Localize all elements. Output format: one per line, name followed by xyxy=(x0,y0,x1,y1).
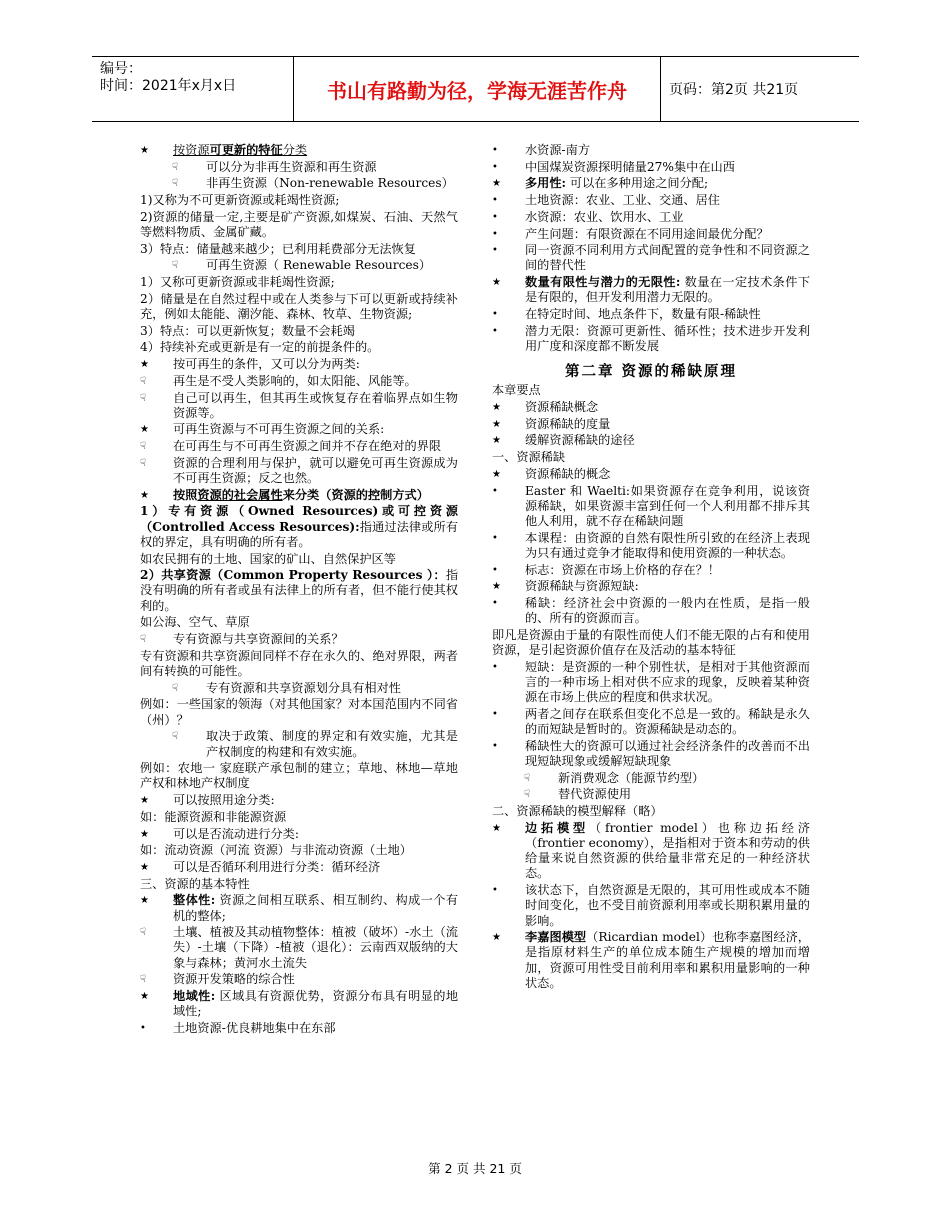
bullet-item xyxy=(492,160,810,175)
dot-bullet-icon: • xyxy=(492,708,498,720)
bullet-item xyxy=(492,707,810,737)
text-run: 可以是否循环利用进行分类：循环经济 xyxy=(173,859,381,874)
text-run: 第二章 资源的稀缺原理 xyxy=(564,363,738,381)
star-bullet-icon: ★ xyxy=(492,402,501,414)
bullet-item xyxy=(492,467,810,482)
pointing-hand-icon: ☟ xyxy=(172,682,179,694)
text-run: 资源稀缺与资源短缺: xyxy=(525,579,639,594)
text-run: 可以分为非再生资源和再生资源 xyxy=(206,159,377,174)
star-bullet-icon: ★ xyxy=(492,468,501,480)
paragraph xyxy=(140,193,458,208)
header-meta xyxy=(92,57,294,121)
pointing-hand-icon: ☟ xyxy=(172,731,179,743)
text-run: 整体性: xyxy=(173,893,216,908)
text-run: 本课程：由资源的自然有限性所引致的在经济上表现为只有通过竞争才能取得和使用资源的一种状态。 xyxy=(525,530,810,560)
text-run: 李嘉图模型 xyxy=(525,930,587,945)
text-run: 1)又称为不可更新资源或耗竭性资源; xyxy=(140,193,340,208)
star-bullet-icon: ★ xyxy=(492,418,501,430)
bullet-item xyxy=(492,275,810,305)
text-run: 可以是否流动进行分类: xyxy=(173,826,299,841)
bullet-item xyxy=(492,821,810,882)
text-run: 如：流动资源（河流 资源）与非流动资源（土地） xyxy=(140,843,412,858)
text-run: Easter 和 Waelti:如果资源存在竞争利用，说该资源稀缺，如果资源丰富到任何一个人利用都不排斥其他人利用，就不存在稀缺问题 xyxy=(525,483,810,528)
text-run: 两者之间存在联系但变化不总是一致的。稀缺是永久的而短缺是暂时的。资源稀缺是动态的。 xyxy=(525,706,810,737)
bullet-item xyxy=(140,925,458,971)
bullet-item xyxy=(492,227,810,242)
bullet-item xyxy=(140,893,458,923)
text-run: 在可再生与不可再生资源之间并不存在绝对的界限 xyxy=(173,439,442,454)
sub-bullet-item xyxy=(140,176,458,191)
text-run: 稀缺：经济社会中资源的一般内在性质，是指一般的、所有的资源而言。 xyxy=(525,595,810,626)
bullet-item xyxy=(492,930,810,991)
text-run: 专有资源与共享资源间的关系？ xyxy=(173,632,344,647)
bullet-item xyxy=(492,307,810,322)
pointing-hand-icon: ☟ xyxy=(524,772,531,784)
header-page-info: 页码：第2页 共21页 xyxy=(669,82,799,98)
star-bullet-icon: ★ xyxy=(492,581,501,593)
dot-bullet-icon: • xyxy=(492,195,498,207)
star-bullet-icon: ★ xyxy=(492,435,501,447)
text-run: 如：能源资源和非能源资源 xyxy=(140,809,287,824)
pointing-hand-icon: ☟ xyxy=(172,178,179,190)
paragraph xyxy=(140,210,458,240)
paragraph xyxy=(140,292,458,322)
dot-bullet-icon: • xyxy=(492,309,498,321)
text-run: 资源的合理利用与保护，就可以避免可再生资源成为不可再生资源；反之也然。 xyxy=(173,455,458,486)
bullet-item xyxy=(140,860,458,875)
text-run: 一、资源稀缺 xyxy=(492,450,566,465)
paragraph xyxy=(140,843,458,858)
star-bullet-icon: ★ xyxy=(140,861,149,873)
chapter-heading xyxy=(492,364,810,379)
dot-bullet-icon: • xyxy=(492,532,498,544)
bullet-item xyxy=(140,972,458,987)
text-run: 水资源-南方 xyxy=(525,143,591,157)
star-bullet-icon: ★ xyxy=(492,932,501,944)
header-number: 编号： xyxy=(100,61,142,77)
paragraph xyxy=(140,275,458,290)
text-run: 3）特点：可以更新恢复；数量不会耗竭 xyxy=(140,323,355,338)
dot-bullet-icon: • xyxy=(492,211,498,223)
text-run: 短缺：是资源的一种个别性状，是相对于其他资源而言的一种市场上相对供不应求的现象，反映着某种资源在市场上供应的程度和供求状况。 xyxy=(525,659,810,705)
text-run: 多用性: xyxy=(525,176,567,191)
text-run: 数量在一定技术条件下是有限的，但开发利用潜力无限的。 xyxy=(525,275,811,305)
dot-bullet-icon: • xyxy=(492,885,498,897)
text-run: 来分类（资源的控制方式） xyxy=(282,487,429,502)
star-bullet-icon: ★ xyxy=(492,822,501,834)
paragraph xyxy=(140,649,458,679)
text-run: 同一资源不同利用方式间配置的竞争性和不同资源之间的替代性 xyxy=(525,243,810,273)
text-run: 如农民拥有的土地、国家的矿山、自然保护区等 xyxy=(140,551,396,566)
paragraph xyxy=(492,804,810,819)
text-run: 3）特点：储量越来越少；已利用耗费部分无法恢复 xyxy=(140,241,416,256)
dot-bullet-icon: • xyxy=(492,740,498,752)
pointing-hand-icon: ☟ xyxy=(172,161,179,173)
text-run: 地域性: xyxy=(173,989,216,1004)
bullet-item xyxy=(140,827,458,842)
text-run: 土地资源：农业、工业、交通、居住 xyxy=(525,193,720,208)
text-run: 按可再生的条件，又可以分为两类: xyxy=(173,357,360,372)
text-run: 资源的社会属性 xyxy=(197,487,283,502)
text-run: 中国煤炭资源探明储量27%集中在山西 xyxy=(525,159,735,174)
pointing-hand-icon: ☟ xyxy=(140,634,147,646)
text-run: 数量有限性与潜力的无限性: xyxy=(525,275,681,290)
bullet-item xyxy=(140,1021,458,1036)
text-run: 例如：农地一 家庭联产承包制的建立；草地、林地—草地产权和林地产权制度 xyxy=(140,761,458,791)
text-run: 稀缺性大的资源可以通过社会经济条件的改善而不出现短缺现象或缓解短缺现象 xyxy=(525,738,810,769)
paragraph xyxy=(140,340,458,355)
text-run: 按照 xyxy=(173,487,198,502)
dot-bullet-icon: • xyxy=(492,325,498,337)
bullet-item xyxy=(140,793,458,808)
bullet-item xyxy=(492,243,810,273)
pointing-hand-icon: ☟ xyxy=(140,375,147,387)
dot-bullet-icon: • xyxy=(140,1022,146,1034)
bullet-item xyxy=(492,176,810,191)
header-time: 时间：2021年x月x日 xyxy=(100,78,237,94)
dot-bullet-icon: • xyxy=(492,485,498,497)
paragraph xyxy=(492,628,810,658)
bullet-item xyxy=(140,391,458,421)
text-run: 新消费观念（能源节约型） xyxy=(558,770,705,785)
bullet-item xyxy=(140,439,458,454)
sub-bullet-item xyxy=(140,681,458,696)
bullet-item xyxy=(140,488,458,503)
bullet-item xyxy=(492,596,810,626)
star-bullet-icon: ★ xyxy=(140,828,149,840)
text-run: 资源开发策略的综合性 xyxy=(173,972,295,987)
dot-bullet-icon: • xyxy=(492,597,498,609)
paragraph xyxy=(140,810,458,825)
bullet-item xyxy=(140,632,458,647)
paragraph xyxy=(492,383,810,398)
bullet-item xyxy=(492,484,810,530)
text-run: （Ricardian model）也称李嘉图经济，是指原材料生产的单位成本随生产规模的增加而增加，资源可用性受目前利用率和累积用量影响的一种状态。 xyxy=(525,930,810,990)
star-bullet-icon: ★ xyxy=(140,991,149,1003)
star-bullet-icon: ★ xyxy=(492,277,501,289)
bullet-item xyxy=(492,739,810,769)
paragraph xyxy=(492,450,810,465)
text-run: 土壤、植被及其动植物整体：植被（破坏）-水土（流失）-土壤（下降）-植被（退化）：云南西双版纳的大象与森林；黄河水土流失 xyxy=(173,925,458,970)
pointing-hand-icon: ☟ xyxy=(140,974,147,986)
text-run: 本章要点 xyxy=(492,383,541,398)
text-run: 三、资源的基本特性 xyxy=(140,876,250,891)
pointing-hand-icon: ☟ xyxy=(140,927,147,939)
paragraph xyxy=(140,615,458,630)
star-bullet-icon: ★ xyxy=(140,424,149,436)
text-run: 该状态下，自然资源是无限的，其可用性或成本不随时间变化，也不受目前资源利用率或长期积累用量的影响。 xyxy=(525,883,810,928)
pointing-hand-icon: ☟ xyxy=(140,441,147,453)
sub-bullet-item xyxy=(140,258,458,273)
bullet-item xyxy=(140,374,458,389)
paragraph xyxy=(140,504,458,550)
star-bullet-icon: ★ xyxy=(140,795,149,807)
text-run: 自己可以再生，但其再生或恢复存在着临界点如生物资源等。 xyxy=(173,390,458,420)
paragraph xyxy=(140,552,458,567)
paragraph xyxy=(140,697,458,727)
text-run: 标志：资源在市场上价格的存在？！ xyxy=(525,562,720,577)
text-run: 区域具有资源优势，资源分布具有明显的地域性; xyxy=(173,989,459,1019)
bullet-item xyxy=(140,422,458,437)
text-run: 即凡是资源由于量的有限性而使人们不能无限的占有和使用资源，是引起资源价值存在及活动的基本特征 xyxy=(492,627,810,658)
text-run: 专有资源和共享资源间同样不存在永久的、绝对界限，两者间有转换的可能性。 xyxy=(140,648,458,678)
text-run: 资源稀缺概念 xyxy=(525,400,599,415)
bullet-item xyxy=(492,563,810,578)
star-bullet-icon: ★ xyxy=(140,895,149,907)
text-run: 指没有明确的所有者或虽有法律上的所有者，但不能行使其权利的。 xyxy=(140,568,458,613)
dot-bullet-icon: • xyxy=(492,228,498,240)
text-run: 按资源 xyxy=(173,143,210,157)
text-run: 可更新的特征 xyxy=(209,143,283,157)
text-run: 资源稀缺的概念 xyxy=(525,466,611,481)
bullet-item xyxy=(492,193,810,208)
dot-bullet-icon: • xyxy=(492,564,498,576)
text-run: 2）共享资源（Common Property Resources ）： xyxy=(140,568,446,583)
paragraph xyxy=(140,761,458,791)
text-run: 可再生资源与不可再生资源之间的关系: xyxy=(173,422,385,437)
text-run: 指通过法律或所有权的界定，具有明确的所有者。 xyxy=(140,519,459,549)
bullet-item xyxy=(492,143,810,158)
page-footer: 第 2 页 共 21 页 xyxy=(428,1161,522,1176)
bullet-item xyxy=(140,357,458,372)
text-run: 资源之间相互联系、相互制约、构成一个有机的整体; xyxy=(173,893,459,923)
bullet-item xyxy=(492,433,810,448)
text-run: 土地资源-优良耕地集中在东部 xyxy=(173,1020,336,1035)
text-run: 可再生资源（ Renewable Resources） xyxy=(206,258,432,273)
text-run: 边拓模型 xyxy=(525,820,590,835)
dot-bullet-icon: • xyxy=(492,245,498,257)
text-run: 缓解资源稀缺的途径 xyxy=(525,433,635,448)
text-run: 可以在多种用途之间分配; xyxy=(566,176,709,191)
text-run: 再生是不受人类影响的，如太阳能、风能等。 xyxy=(173,373,417,388)
star-bullet-icon: ★ xyxy=(140,145,149,156)
dot-bullet-icon: • xyxy=(492,661,498,673)
bullet-item xyxy=(492,660,810,706)
text-run: 取决于政策、制度的界定和有效实施，尤其是产权制度的构建和有效实施。 xyxy=(206,729,458,759)
text-run: （frontier model）也称边拓经济（frontier economy），是指相对于资本和劳动的供给量来说自然资源的供给量非常充足的一种经济状态。 xyxy=(525,820,810,881)
header-slogan: 书山有路勤为径，学海无涯苦作舟 xyxy=(294,57,661,121)
star-bullet-icon: ★ xyxy=(140,489,149,501)
text-run: 2)资源的储量一定,主要是矿产资源,如煤炭、石油、天然气等燃料物质、金属矿藏。 xyxy=(140,209,458,240)
pointing-hand-icon: ☟ xyxy=(524,789,531,801)
text-run: 可以按照用途分类: xyxy=(173,793,275,808)
page-header xyxy=(92,56,859,122)
text-run: 如公海、空气、草原 xyxy=(140,615,250,630)
star-bullet-icon: ★ xyxy=(140,359,149,371)
text-run: 专有资源和共享资源划分具有相对性 xyxy=(206,680,401,695)
left-column xyxy=(140,143,458,1038)
paragraph xyxy=(140,324,458,339)
text-run: 资源稀缺的度量 xyxy=(525,416,611,431)
paragraph xyxy=(140,877,458,892)
bullet-item xyxy=(492,400,810,415)
text-run: 非再生资源（Non-renewable Resources） xyxy=(206,176,454,191)
text-run: 分类 xyxy=(282,143,308,157)
bullet-item xyxy=(492,324,810,354)
dot-bullet-icon: • xyxy=(492,161,498,173)
bullet-item xyxy=(492,579,810,594)
bullet-item xyxy=(492,531,810,561)
bullet-item xyxy=(492,417,810,432)
dot-bullet-icon: • xyxy=(492,145,498,156)
sub-bullet-item xyxy=(492,787,810,802)
text-run: 产生问题：有限资源在不同用途间最优分配？ xyxy=(525,226,769,241)
text-run: 潜力无限：资源可更新性、循环性；技术进步开发利用广度和深度都不断发展 xyxy=(525,323,810,353)
pointing-hand-icon: ☟ xyxy=(140,392,147,404)
bullet-item xyxy=(492,210,810,225)
right-column xyxy=(492,143,810,993)
paragraph xyxy=(140,242,458,257)
text-run: 水资源：农业、饮用水、工业 xyxy=(525,209,684,224)
text-run: 2）储量是在自然过程中或在人类参与下可以更新或持续补充，例如太能能、潮汐能、森林、牧草、生物资源; xyxy=(140,291,458,322)
pointing-hand-icon: ☟ xyxy=(172,260,179,272)
pointing-hand-icon: ☟ xyxy=(140,457,147,469)
text-run: 例如：一些国家的领海（对其他国家？对本国范围内不同省（州）？ xyxy=(140,697,458,727)
sub-bullet-item xyxy=(140,160,458,175)
text-run: 替代资源使用 xyxy=(558,787,632,802)
text-run: 在特定时间、地点条件下，数量有限-稀缺性 xyxy=(525,307,761,322)
paragraph xyxy=(140,568,458,614)
sub-bullet-item xyxy=(140,729,458,759)
text-run: 1）专有资源（Owned Resources)或可控资源（Controlled Access Resources): xyxy=(140,504,458,534)
text-run: 二、资源稀缺的模型解释（略） xyxy=(492,804,663,819)
bullet-item xyxy=(140,143,458,158)
bullet-item xyxy=(140,989,458,1019)
text-run: 1）又称可更新资源或非耗竭性资源; xyxy=(140,275,335,290)
bullet-item xyxy=(492,883,810,929)
text-run: 4）持续补充或更新是有一定的前提条件的。 xyxy=(140,340,380,355)
bullet-item xyxy=(140,456,458,486)
sub-bullet-item xyxy=(492,771,810,786)
star-bullet-icon: ★ xyxy=(492,178,501,190)
